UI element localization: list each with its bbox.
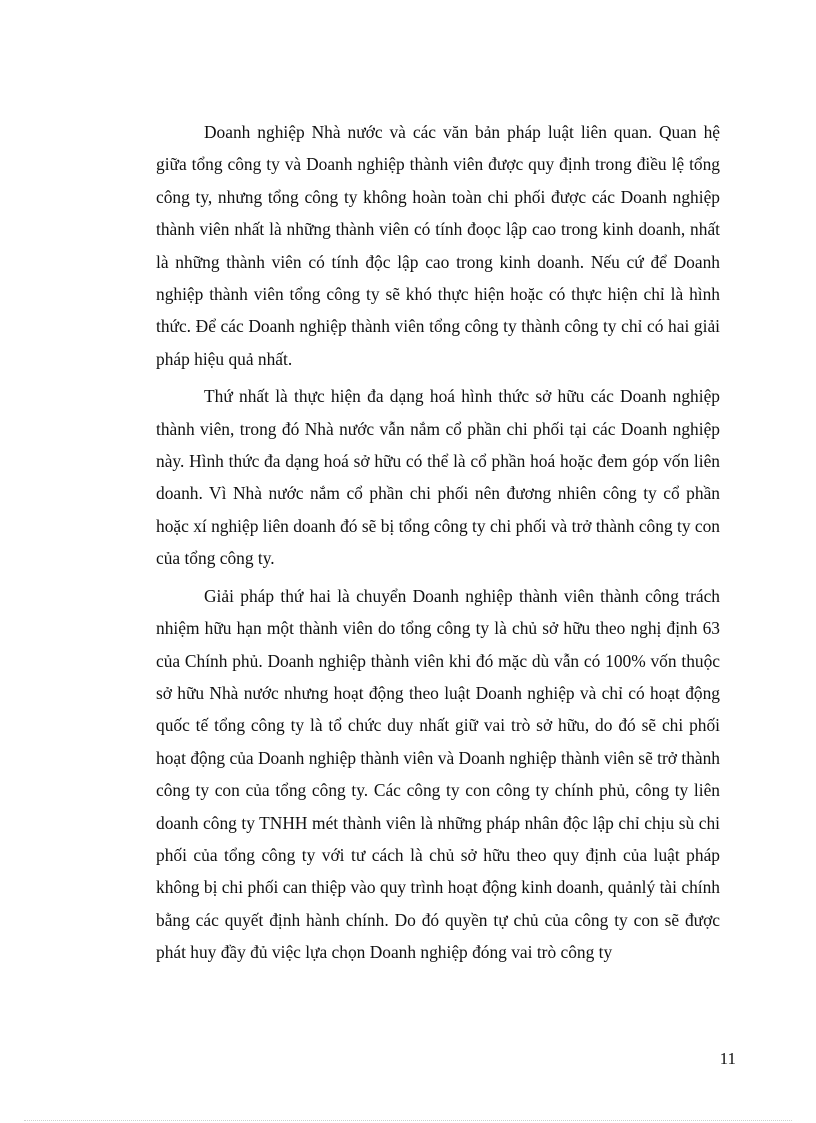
body-text [156, 116, 720, 974]
paragraph-3: Giải pháp thứ hai là chuyển Doanh nghiệp thành viên thành công trách nhiệm hữu hạn một thành viên do tổng công ty là chủ sở hữu theo nghị định 63 của Chính phủ. Doanh nghiệp thành viên khi đó mặc dù vẫn có 100% vốn thuộc sở hữu Nhà nước nhưng hoạt động theo luật Doanh nghiệp và chỉ có hoạt động quốc tế tổng công ty là tổ chức duy nhất giữ vai trò sở hữu, do đó sẽ chi phối hoạt động của Doanh nghiệp thành viên và Doanh nghiệp thành viên sẽ trở thành công ty con của tổng công ty. Các công ty con công ty chính phủ, công ty liên doanh công ty TNHH mét thành viên là những pháp nhân độc lập chỉ chịu sù chi phối của tổng công ty với tư cách là chủ sở hữu theo quy định của luật pháp không bị chi phối can thiệp vào quy trình hoạt động kinh doanh, quảnlý tài chính bằng các quyết định hành chính. Do đó quyền tự chủ của công ty con sẽ được phát huy đầy đủ việc lựa chọn Doanh nghiệp đóng vai trò công ty [156, 585, 720, 963]
paragraph-2: Thứ nhất là thực hiện đa dạng hoá hình thức sở hữu các Doanh nghiệp thành viên, trong đó Nhà nước vẫn nắm cổ phần chi phối tại các Doanh nghiệp này. Hình thức đa dạng hoá sở hữu có thể là cổ phần hoá hoặc đem góp vốn liên doanh. Vì Nhà nước nắm cổ phần chi phối nên đương nhiên công ty cổ phần hoặc xí nghiệp liên doanh đó sẽ bị tổng công ty chi phối và trở thành công ty con của tổng công ty. [156, 386, 720, 569]
page-number: 11 [719, 1049, 736, 1068]
paragraph-1: Doanh nghiệp Nhà nước và các văn bản pháp luật liên quan. Quan hệ giữa tổng công ty và Doanh nghiệp thành viên được quy định trong điều lệ tổng công ty, nhưng tổng công ty không hoàn toàn chi phối được các Doanh nghiệp thành viên nhất là những thành viên có tính đoọc lập cao trong kinh doanh, nhất là những thành viên có tính độc lập cao trong kinh doanh. Nếu cứ để Doanh nghiệp thành viên tổng công ty sẽ khó thực hiện hoặc có thực hiện chỉ là hình thức. Để các Doanh nghiệp thành viên tổng công ty thành công ty chỉ có hai giải pháp hiệu quả nhất. [156, 122, 720, 369]
bottom-dotted-rule [24, 1120, 792, 1121]
